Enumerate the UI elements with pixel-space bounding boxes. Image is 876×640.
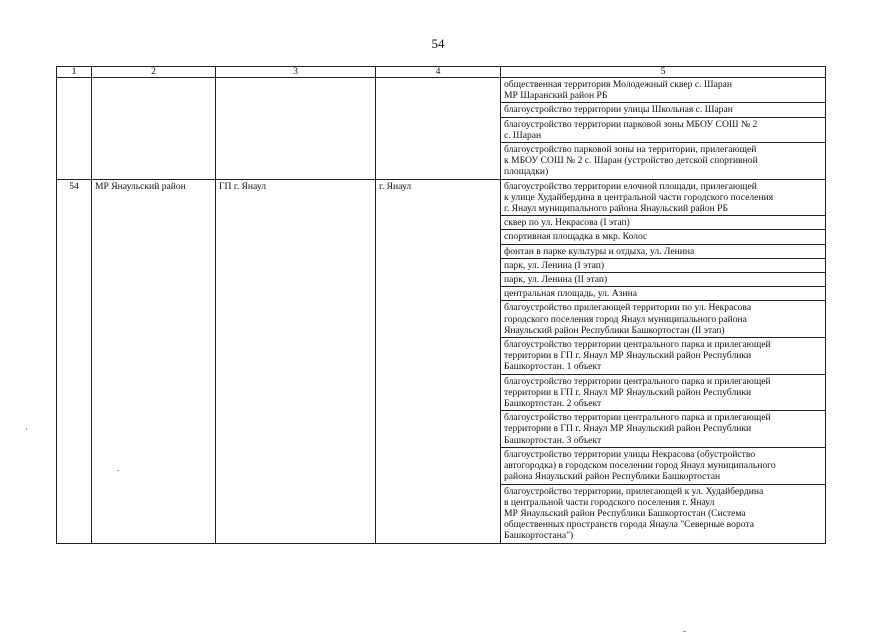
object-item: благоустройство территории елочной площади, прилегающей к улице Худайбердина в центральной части городского поселения г. Янаул муниципального района Янаульский район РБ: [501, 179, 826, 216]
page-number: 54: [431, 36, 445, 51]
scan-speck: [26, 428, 27, 430]
object-item: благоустройство прилегающей территории по ул. Некрасова городского поселения город Янаул муниципального района Янаульский район Республики Башкортостан (II этап): [501, 301, 826, 338]
table-row: [57, 179, 826, 216]
object-item: центральная площадь, ул. Азина: [501, 287, 826, 301]
object-item: благоустройство территории центрального парка и прилегающей территории в ГП г. Янаул МР Янаульский район Республики Башкортостан. 2 объект: [501, 374, 826, 411]
locality-cell: г. Янаул: [376, 179, 501, 543]
column-header-row: [57, 67, 826, 78]
object-item: парк, ул. Ленина (II этап): [501, 273, 826, 287]
column-header: 4: [376, 67, 501, 78]
settlement-cell: ГП г. Янаул: [216, 179, 376, 543]
scan-speck: [683, 631, 686, 632]
table-row: [57, 78, 826, 103]
object-item: благоустройство территории улицы Школьная с. Шаран: [501, 103, 826, 117]
object-item: парк, ул. Ленина (I этап): [501, 258, 826, 272]
object-item: благоустройство парковой зоны на территории, прилегающей к МБОУ СОШ № 2 с. Шаран (устройство детской спортивной площадки): [501, 143, 826, 180]
object-item: благоустройство территории центрального парка и прилегающей территории в ГП г. Янаул МР Янаульский район Республики Башкортостан. 3 объект: [501, 411, 826, 448]
object-item: благоустройство территории улицы Некрасова (обустройство автогородка) в городском поселении город Янаул муниципального района Янаульский район Республики Башкортостан: [501, 447, 826, 484]
object-item: общественная территория Молодежный сквер с. Шаран МР Шаранский район РБ: [501, 78, 826, 103]
object-item: благоустройство территории, прилегающей к ул. Худайбердина в центральной части городского поселения г. Янаул МР Янаульский район Республики Башкортостан (Система общественных пространств города Янаула "Северные ворота Башкортостана"): [501, 484, 826, 543]
district-cell: МР Янаульский район: [92, 179, 216, 543]
empty-cell: [376, 78, 501, 180]
column-header: 1: [57, 67, 92, 78]
object-item: сквер по ул. Некрасова (I этап): [501, 216, 826, 230]
object-item: спортивная площадка в мкр. Колос: [501, 230, 826, 244]
empty-cell: [216, 78, 376, 180]
column-header: 2: [92, 67, 216, 78]
object-item: благоустройство территории центрального парка и прилегающей территории в ГП г. Янаул МР Янаульский район Республики Башкортостан. 1 объект: [501, 338, 826, 375]
empty-cell: [57, 78, 92, 180]
object-item: благоустройство территории парковой зоны МБОУ СОШ № 2 с. Шаран: [501, 117, 826, 142]
row-number: 54: [57, 179, 92, 543]
empty-cell: [92, 78, 216, 180]
column-header: 3: [216, 67, 376, 78]
scan-speck: [117, 470, 119, 471]
object-item: фонтан в парке культуры и отдыха, ул. Ленина: [501, 244, 826, 258]
column-header: 5: [501, 67, 826, 78]
objects-table: [56, 66, 826, 544]
